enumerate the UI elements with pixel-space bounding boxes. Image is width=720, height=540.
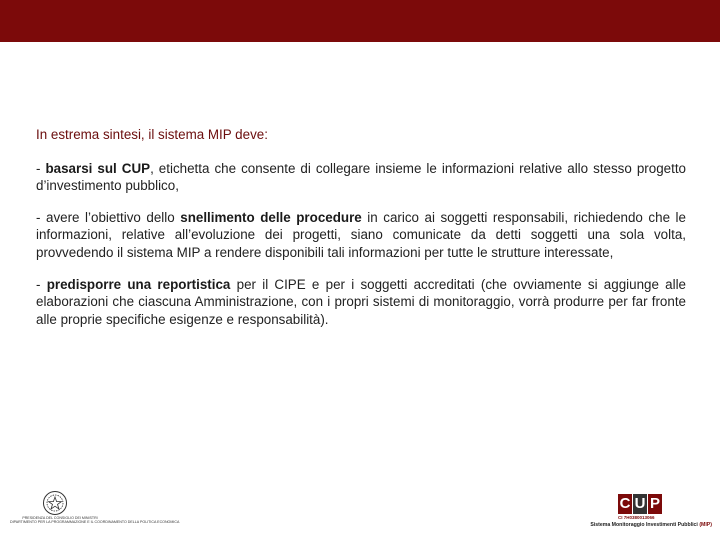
cup-code: CI 7H0380013066 [618, 515, 655, 520]
paragraph-text: , etichetta che consente di collegare insieme le informazioni relative allo stesso progetto d’investimento pubblico, [36, 160, 686, 194]
government-caption-line1: PRESIDENZA DEL CONSIGLIO DEI MINISTRI [22, 516, 98, 520]
cup-letter-p: P [649, 495, 660, 512]
paragraph-reportistica [36, 276, 686, 329]
slide-heading: In estrema sintesi, il sistema MIP deve: [36, 127, 268, 142]
paragraph-snellimento [36, 209, 686, 262]
mip-caption [572, 522, 712, 528]
cup-letter-u: U [634, 495, 646, 512]
paragraph-prefix: - avere l’obiettivo dello [36, 209, 181, 225]
government-caption [10, 516, 180, 525]
paragraph-text: in carico ai soggetti responsabili, richiedendo che le informazioni, relative all’evoluzione dei progetti, siano comunicate da detti soggetti una sola volta, provvedendo il sistema MIP a rendere disponibili tali informazioni per tutte le strutture interessate, [36, 209, 686, 260]
top-bar [0, 0, 720, 42]
cup-branding [572, 494, 712, 534]
italian-emblem-icon [42, 490, 68, 516]
paragraph-bold: basarsi sul CUP [45, 160, 151, 176]
mip-caption-acronym: (MIP) [699, 522, 712, 528]
paragraph-bold: snellimento delle procedure [180, 209, 362, 225]
mip-caption-text: Sistema Monitoraggio Investimenti Pubblici [590, 522, 698, 528]
cup-logo [618, 494, 663, 514]
paragraph-prefix: - [36, 276, 47, 292]
paragraph-cup [36, 160, 686, 195]
paragraph-text: per il CIPE e per i soggetti accreditati (che ovviamente si aggiunge alle elaborazioni che ciascuna Amministrazione, con i propri sistemi di monitoraggio, vorrà produrre per far fronte alle proprie specifiche esigenze e responsabilità). [36, 276, 687, 327]
government-logo [10, 490, 180, 530]
paragraph-bold: predisporre una reportistica [46, 276, 231, 292]
paragraph-prefix: - [36, 160, 46, 176]
cup-letter-c: C [619, 495, 631, 512]
slide-content [36, 126, 686, 342]
government-caption-line2: DIPARTIMENTO PER LA PROGRAMMAZIONE E IL COORDINAMENTO DELLA POLITICA ECONOMICA [10, 520, 180, 525]
